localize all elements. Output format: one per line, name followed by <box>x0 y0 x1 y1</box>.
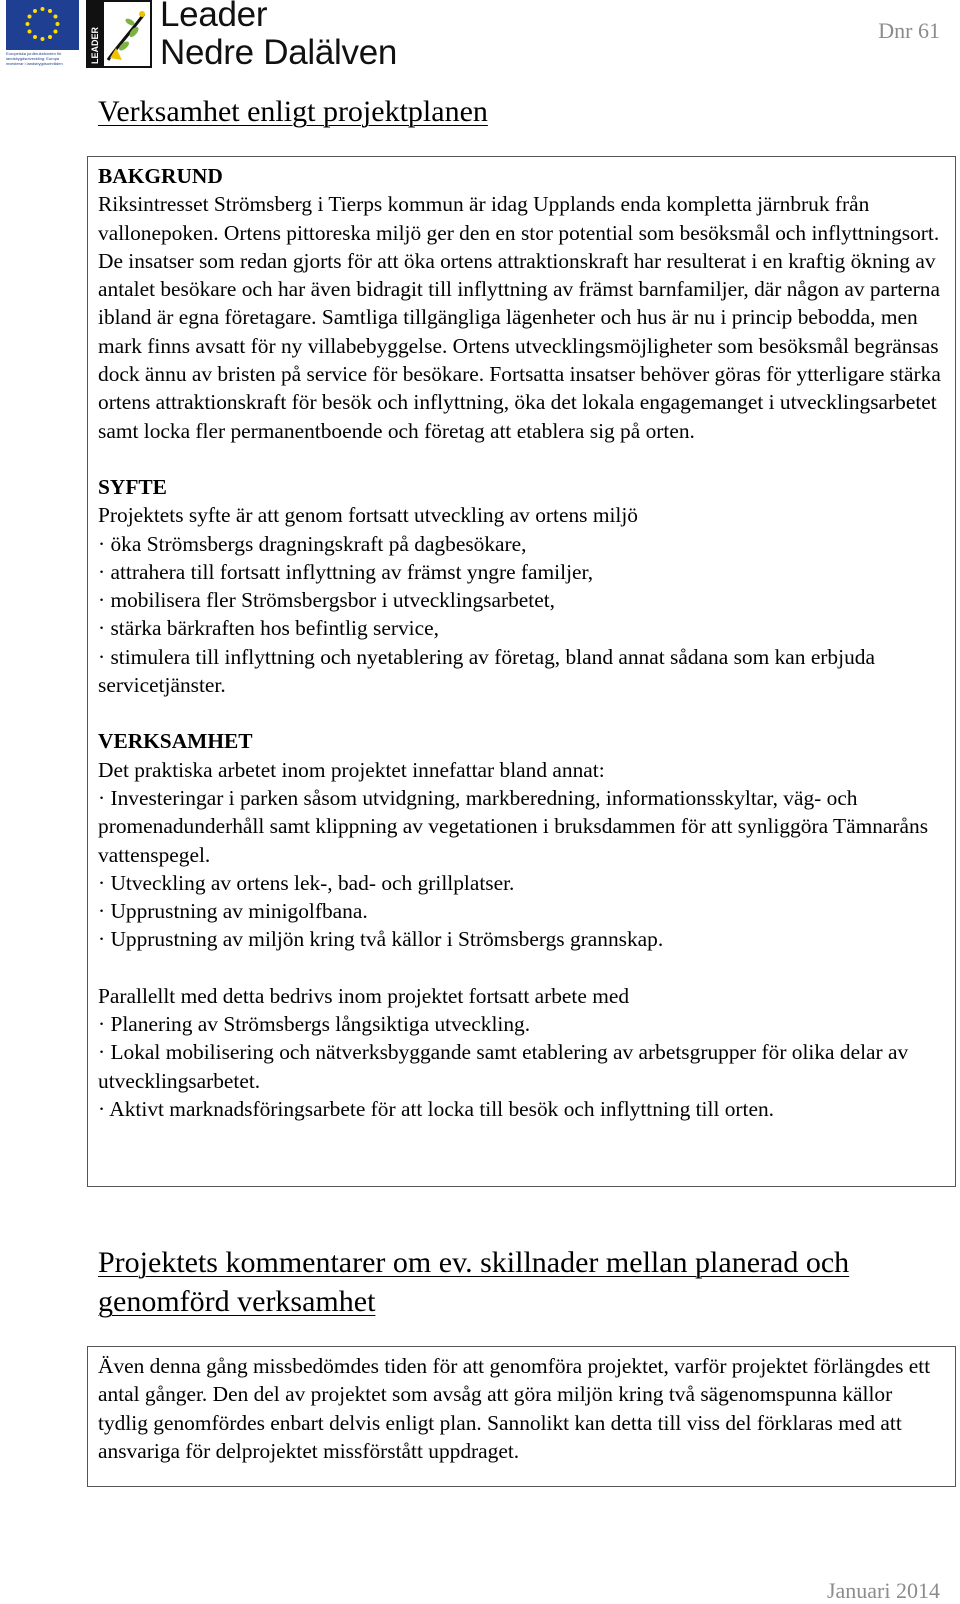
syfte-item: · mobilisera fler Strömsbergsbor i utvecklingsarbetet, <box>98 588 556 613</box>
logo-title-line1: Leader <box>160 0 268 34</box>
leader-side-text: LEADER <box>90 26 100 64</box>
parallellt-intro: Parallellt med detta bedrivs inom projektet fortsatt arbete med <box>98 983 630 1008</box>
verksamhet-item: · Upprustning av minigolfbana. <box>98 899 368 924</box>
syfte-item: · stimulera till inflyttning och nyetablering av företag, bland annat sådana som kan erbjuda servicetjänster. <box>98 644 875 698</box>
section-title-kommentarer: Projektets kommentarer om ev. skillnader mellan planerad och genomförd verksamhet <box>98 1246 850 1318</box>
project-plan-box <box>87 156 956 1187</box>
section-title-verksamhet: Verksamhet enligt projektplanen <box>98 95 488 128</box>
comments-text: Även denna gång missbedömdes tiden för att genomföra projektet, varför projektet förlängdes ett antal gånger. Den del av projektet som avsåg att göra miljön kring två sägenomspunna källor tydlig genomfördes enbart delvis enligt plan. Sannolikt kan detta till viss del förklaras med att ansvariga för delprojektet missförstått uppdraget. <box>98 1354 931 1463</box>
verksamhet-item: · Utveckling av ortens lek-, bad- och grillplatser. <box>98 870 515 895</box>
footer-date: Januari 2014 <box>826 1578 940 1603</box>
bakgrund-text: Riksintresset Strömsberg i Tierps kommun är idag Upplands enda kompletta järnbruk från vallonepoken. Ortens pittoreska miljö ger den en stor potential som besöksmål och inflyttningsort. De insatser som redan gjorts för att öka ortens attraktionskraft har resulterat i en kraftig ökning av antalet besökare och har även bidragit till inflyttning av främst barnfamiljer, där någon av parterna ibland är egna företagare. Samtliga tillgängliga lägenheter och hus är nu i princip bebodda, men mark finns avsatt för ny villabebyggelse. Ortens utvecklingsmöjligheter som besöksmål begränsas dock ännu av bristen på service för besökare. Fortsatta insatser behöver göras för ytterligare stärka ortens attraktionskraft för besök och inflyttning, öka det lokala engagemanget i utvecklingsarbetet samt locka fler permanentboende och företag att etablera sig på orten. <box>98 192 941 443</box>
logo-title-line2: Nedre Dalälven <box>160 33 398 72</box>
page-header <box>0 0 960 75</box>
eu-caption-line: Europeiska jordbruksfonden för <box>6 51 62 56</box>
eu-caption-line: landsbygdsutveckling: Europa <box>6 56 60 61</box>
parallellt-item: · Aktivt marknadsföringsarbete för att locka till besök och inflyttning till orten. <box>98 1096 775 1121</box>
eu-caption <box>6 51 82 66</box>
verksamhet-item: · Investeringar i parken såsom utvidgning, markberedning, informationsskyltar, väg- och promenadunderhåll samt klippning av vegetationen i bruksdammen för att synliggöra Tämnaråns vattenspegel. <box>98 785 929 867</box>
leader-logo-icon <box>86 0 153 68</box>
bakgrund-heading: BAKGRUND <box>98 164 223 188</box>
eu-flag-logo <box>6 0 79 50</box>
parallellt-item: · Lokal mobilisering och nätverksbyggande samt etablering av arbetsgrupper för olika delar av utvecklingsarbetet. <box>98 1040 909 1093</box>
syfte-intro: Projektets syfte är att genom fortsatt utveckling av ortens miljö <box>98 503 638 528</box>
document-number: Dnr 61 <box>878 18 940 43</box>
parallellt-item: · Planering av Strömsbergs långsiktiga utveckling. <box>98 1012 531 1037</box>
logo-title <box>160 0 397 72</box>
syfte-item: · öka Strömsbergs dragningskraft på dagbesökare, <box>98 531 527 556</box>
verksamhet-item: · Upprustning av miljön kring två källor i Strömsbergs grannskap. <box>98 927 664 952</box>
syfte-heading: SYFTE <box>98 474 167 499</box>
syfte-item: · attrahera till fortsatt inflyttning av främst yngre familjer, <box>98 559 594 584</box>
syfte-item: · stärka bärkraften hos befintlig service, <box>98 616 439 641</box>
verksamhet-heading: VERKSAMHET <box>98 729 253 754</box>
verksamhet-intro: Det praktiska arbetet inom projektet innefattar bland annat: <box>98 757 605 782</box>
eu-caption-line: investerar i landsbygdsområden <box>6 61 63 66</box>
comments-box <box>87 1346 956 1487</box>
